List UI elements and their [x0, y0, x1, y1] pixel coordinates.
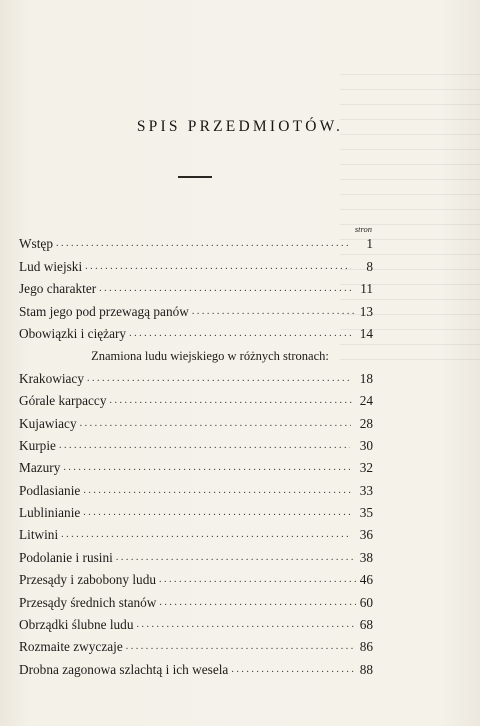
toc-entry-page: 13 — [359, 303, 373, 319]
leader-dots — [56, 235, 350, 253]
toc-entry-page: 11 — [360, 281, 373, 297]
toc-entry-kurpie[interactable] — [19, 433, 373, 455]
leader-dots — [136, 616, 354, 634]
toc-entry-obowiazki[interactable] — [19, 321, 373, 343]
toc-entry-page: 1 — [366, 236, 373, 252]
leader-dots — [83, 482, 351, 500]
toc-entry-label: Kujawiacy — [19, 415, 77, 431]
leader-dots — [63, 459, 350, 477]
toc-entry-page: 38 — [359, 549, 373, 565]
toc-entry-podolanie[interactable] — [19, 544, 373, 566]
toc-entry-label: Górale karpaccy — [19, 393, 107, 409]
toc-entry-label: Stam jego pod przewagą panów — [19, 303, 189, 319]
toc-entry-page: 35 — [359, 505, 373, 521]
toc-entry-label: Podolanie i rusini — [19, 549, 113, 565]
leader-dots — [61, 526, 350, 544]
toc-entry-label: Obowiązki i ciężary — [19, 325, 127, 341]
leader-dots — [59, 437, 350, 455]
toc-entry-label: Lublinianie — [19, 505, 81, 521]
title-divider — [178, 176, 212, 178]
leader-dots — [85, 258, 351, 276]
toc-entry-label: Przesądy i zabobony ludu — [19, 572, 157, 588]
toc-entry-page: 28 — [359, 415, 373, 431]
toc-entry-page: 60 — [359, 594, 373, 610]
toc-entry-page: 68 — [359, 617, 373, 633]
toc-entry-wstep[interactable] — [19, 231, 373, 253]
leader-dots — [159, 571, 356, 589]
toc-entry-page: 30 — [359, 437, 373, 453]
toc-entry-page: 8 — [366, 258, 373, 274]
toc-section-label: Znamiona ludu wiejskiego w różnych stronach: — [91, 349, 329, 364]
toc-entry-podlasianie[interactable] — [19, 477, 373, 499]
toc-entry-label: Krakowiacy — [19, 370, 84, 386]
toc-entry-page: 18 — [359, 370, 373, 386]
toc-entry-page: 36 — [359, 527, 373, 543]
toc-entry-page: 32 — [359, 460, 373, 476]
toc-entry-label: Przesądy średnich stanów — [19, 594, 157, 610]
toc-entry-mazury[interactable] — [19, 455, 373, 477]
toc-entry-page: 33 — [359, 482, 373, 498]
toc-entry-label: Kurpie — [19, 437, 56, 453]
toc-section-heading — [19, 343, 373, 365]
toc-entry-lublinianie[interactable] — [19, 500, 373, 522]
toc-entry-label: Obrządki ślubne ludu — [19, 617, 134, 633]
leader-dots — [129, 325, 354, 343]
leader-dots — [83, 504, 351, 522]
leader-dots — [99, 280, 352, 298]
toc-entry-label: Litwini — [19, 527, 59, 543]
toc-entry-label: Jego charakter — [19, 281, 97, 297]
leader-dots — [126, 638, 354, 656]
toc-entry-label: Lud wiejski — [19, 258, 83, 274]
toc-entry-szlachta[interactable] — [19, 656, 373, 678]
leader-dots — [192, 303, 356, 321]
leader-dots — [159, 594, 355, 612]
toc-entry-jego-charakter[interactable] — [19, 276, 373, 298]
toc-entry-krakowiacy[interactable] — [19, 365, 373, 387]
toc-entry-stam[interactable] — [19, 298, 373, 320]
toc-entry-label: Mazury — [19, 460, 61, 476]
toc-entry-label: Rozmaite zwyczaje — [19, 639, 123, 655]
toc-entry-przesady-ludu[interactable] — [19, 567, 373, 589]
toc-entry-gorale[interactable] — [19, 388, 373, 410]
toc-entry-label: Podlasianie — [19, 482, 81, 498]
leader-dots — [116, 549, 353, 567]
toc-entry-page: 14 — [359, 325, 373, 341]
page-title: SPIS PRZEDMIOTÓW. — [136, 118, 344, 135]
toc-entry-label: Drobna zagonowa szlachtą i ich wesela — [19, 661, 229, 677]
toc-entry-litwini[interactable] — [19, 522, 373, 544]
toc-entry-przesady-stanow[interactable] — [19, 589, 373, 611]
page-column-label: stron — [354, 224, 372, 234]
toc-entry-lud-wiejski[interactable] — [19, 253, 373, 275]
toc-entry-kujawiacy[interactable] — [19, 410, 373, 432]
leader-dots — [231, 661, 355, 679]
leader-dots — [109, 392, 352, 410]
leader-dots — [87, 370, 352, 388]
toc-entry-page: 86 — [359, 639, 373, 655]
toc-entry-zwyczaje[interactable] — [19, 634, 373, 656]
toc-entry-page: 46 — [359, 572, 373, 588]
toc-entry-page: 24 — [359, 393, 373, 409]
table-of-contents — [19, 231, 373, 679]
toc-entry-page: 88 — [359, 661, 373, 677]
toc-entry-obrzadki[interactable] — [19, 612, 373, 634]
toc-entry-label: Wstęp — [19, 236, 53, 252]
leader-dots — [80, 415, 351, 433]
